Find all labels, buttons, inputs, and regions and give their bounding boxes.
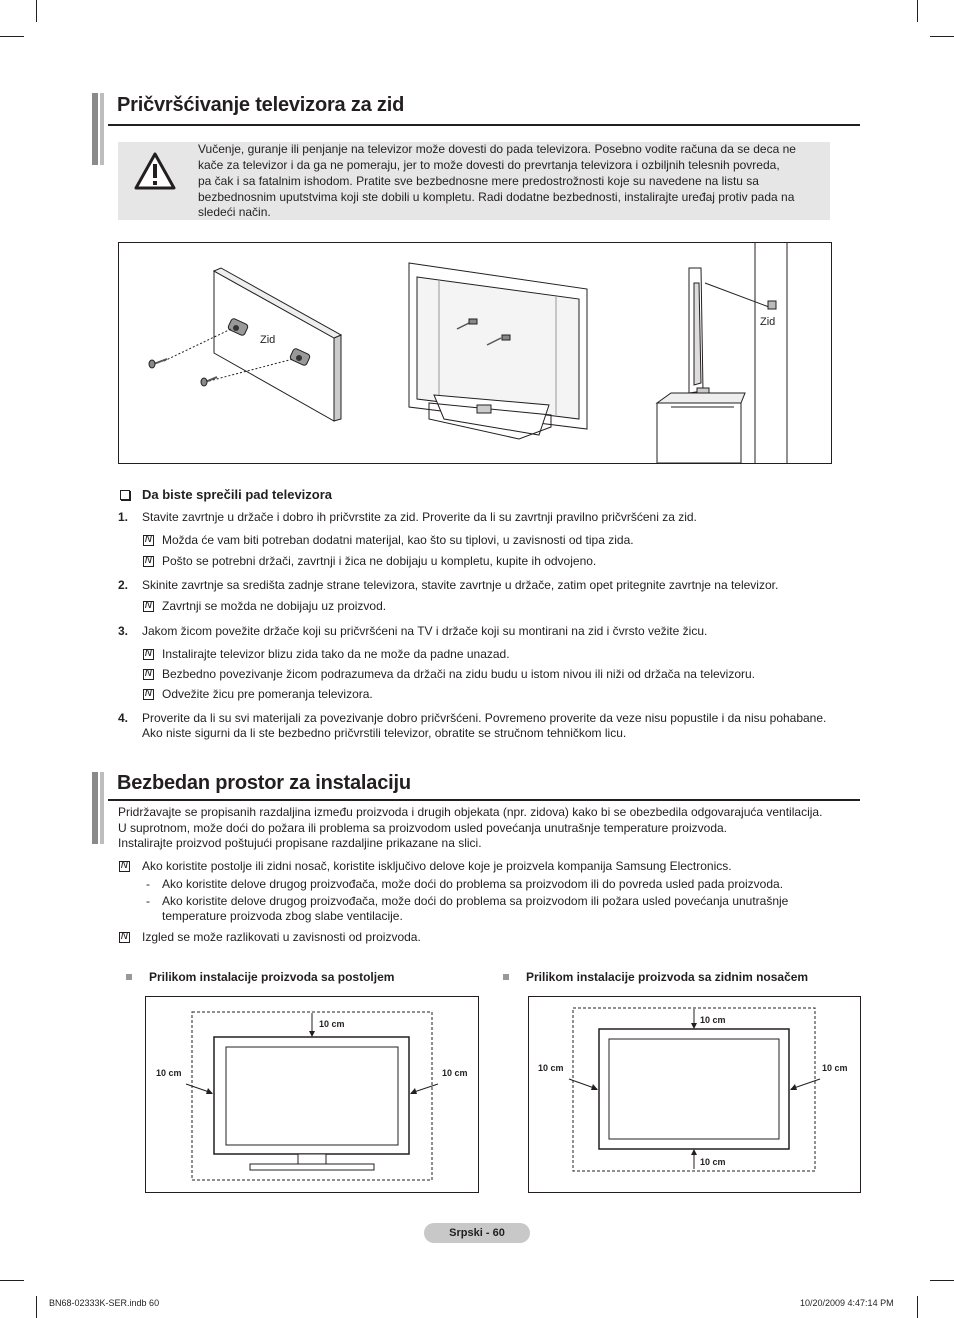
wall-label: Zid bbox=[760, 316, 776, 328]
step-text: Jakom žicom povežite držače koji su pričvršćeni na TV i držače koji su montirani na zid i čvrsto vežite žicu. bbox=[142, 624, 708, 638]
clearance-label: 10 cm bbox=[700, 1015, 726, 1025]
step-text: Skinite zavrtnje sa središta zadnje strane televizora, stavite zavrtnje u držače, zatim opet pritegnite zavrtnje na televizor. bbox=[142, 578, 779, 592]
note-icon bbox=[143, 689, 154, 700]
section-rule bbox=[108, 799, 860, 801]
stand-clearance-illustration bbox=[146, 997, 478, 1192]
dash-text: temperature proizvoda zbog slabe ventilacije. bbox=[162, 909, 403, 923]
section-bar bbox=[92, 93, 98, 165]
clearance-label: 10 cm bbox=[822, 1063, 848, 1073]
warning-text: pa čak i sa fatalnim ishodom. Pratite sve bezbednosne mere predostrožnosti koje su navedene na listu sa bbox=[198, 174, 759, 188]
print-datetime: 10/20/2009 4:47:14 PM bbox=[800, 1298, 894, 1308]
note-icon bbox=[119, 932, 130, 943]
square-bullet bbox=[503, 974, 509, 980]
warning-text: kače za televizor i da ga ne pomeraju, jer to može dovesti do prevrtanja televizora i ozbiljnih telesnih povreda, bbox=[198, 158, 780, 172]
section-bar bbox=[92, 772, 98, 844]
clearance-label: 10 cm bbox=[156, 1068, 182, 1078]
square-bullet bbox=[126, 974, 132, 980]
dash-mark: - bbox=[146, 894, 150, 908]
note-icon bbox=[143, 535, 154, 546]
note-icon bbox=[143, 649, 154, 660]
clearance-label: 10 cm bbox=[442, 1068, 468, 1078]
section-title: Pričvršćivanje televizora za zid bbox=[117, 94, 405, 116]
note-text: Ako koristite postolje ili zidni nosač, koristite isključivo delove koje je proizvela kompanija Samsung Electronics. bbox=[142, 859, 732, 873]
intro-text: Pridržavajte se propisanih razdaljina između proizvoda i drugih objekata (npr. zidova) kako bi se obezbedila odgovarajuća ventilacija. bbox=[118, 805, 823, 819]
section-rule bbox=[108, 124, 860, 126]
note-text: Instalirajte televizor blizu zida tako da ne može da padne unazad. bbox=[162, 647, 510, 661]
stand-clearance-figure bbox=[145, 996, 479, 1193]
dash-mark: - bbox=[146, 877, 150, 891]
note-text: Izgled se može razlikovati u zavisnosti od proizvoda. bbox=[142, 930, 421, 944]
note-text: Zavrtnji se možda ne dobijaju uz proizvod. bbox=[162, 599, 387, 613]
figure-caption: Prilikom instalacije proizvoda sa postoljem bbox=[149, 970, 395, 984]
step-text: Proverite da li su svi materijali za povezivanje dobro pričvršćeni. Povremeno proverite da veze nisu popustile i da nisu pohabane. bbox=[142, 711, 827, 725]
dash-text: Ako koristite delove drugog proizvođača, može doći do problema sa proizvodom ili požara usled povećanja unutrašnje bbox=[162, 894, 789, 908]
note-text: Pošto se potrebni držači, zavrtnji i žica ne dobijaju u kompletu, kupite ih odvojeno. bbox=[162, 554, 597, 568]
step-text: Ako niste sigurni da li ste bezbedno pričvrstili televizor, obratite se stručnom tehničkom licu. bbox=[142, 726, 627, 740]
subheading: Da biste sprečili pad televizora bbox=[142, 487, 333, 502]
note-text: Možda će vam biti potreban dodatni materijal, kao što su tiplovi, u zavisnosti od tipa zida. bbox=[162, 533, 634, 547]
step-text: Stavite zavrtnje u držače i dobro ih pričvrstite za zid. Proverite da li su zavrtnji pravilno pričvršćeni za zid. bbox=[142, 510, 697, 524]
section-title: Bezbedan prostor za instalaciju bbox=[117, 772, 411, 794]
warning-text: sledeći način. bbox=[198, 205, 271, 219]
dash-text: Ako koristite delove drugog proizvođača, može doći do problema sa proizvodom ili do povreda usled pada proizvoda. bbox=[162, 877, 784, 891]
note-icon bbox=[143, 669, 154, 680]
step-number: 4. bbox=[118, 711, 129, 725]
note-icon bbox=[143, 556, 154, 567]
intro-text: U suprotnom, može doći do požara ili problema sa proizvodom usled povećanja unutrašnje temperature proizvoda. bbox=[118, 821, 727, 835]
note-icon bbox=[119, 861, 130, 872]
warning-text: Vučenje, guranje ili penjanje na televizor može dovesti do pada televizora. Posebno vodite računa da se deca ne bbox=[198, 142, 796, 156]
warning-icon bbox=[134, 152, 176, 190]
figure-caption: Prilikom instalacije proizvoda sa zidnim nosačem bbox=[526, 970, 809, 984]
checkbox-bullet bbox=[120, 490, 130, 500]
step-number: 2. bbox=[118, 578, 129, 592]
intro-text: Instalirajte proizvod poštujući propisane razdaljine prikazane na slici. bbox=[118, 836, 482, 850]
section-bar bbox=[100, 772, 104, 844]
wall-mount-illustration bbox=[119, 243, 831, 463]
note-text: Bezbedno povezivanje žicom podrazumeva da držači na zidu budu u istom nivou ili niži od držača na televizoru. bbox=[162, 667, 755, 681]
clearance-label: 10 cm bbox=[700, 1157, 726, 1167]
clearance-label: 10 cm bbox=[538, 1063, 564, 1073]
wall-clearance-figure bbox=[528, 996, 861, 1193]
wall-clearance-illustration bbox=[529, 997, 860, 1192]
wall-mount-figure bbox=[118, 242, 832, 464]
section-bar bbox=[100, 93, 104, 165]
page-number: Srpski - 60 bbox=[424, 1223, 530, 1243]
warning-text: bezbednosnim uputstvima koji ste dobili u kompletu. Radi dodatne bezbednosti, instalirajte uređaj protiv pada na bbox=[198, 190, 795, 204]
note-icon bbox=[143, 601, 154, 612]
step-number: 3. bbox=[118, 624, 129, 638]
note-text: Odvežite žicu pre pomeranja televizora. bbox=[162, 687, 373, 701]
clearance-label: 10 cm bbox=[319, 1019, 345, 1029]
file-info: BN68-02333K-SER.indb 60 bbox=[49, 1298, 160, 1308]
step-number: 1. bbox=[118, 510, 129, 524]
warning-box bbox=[118, 142, 830, 220]
wall-label: Zid bbox=[260, 334, 276, 346]
